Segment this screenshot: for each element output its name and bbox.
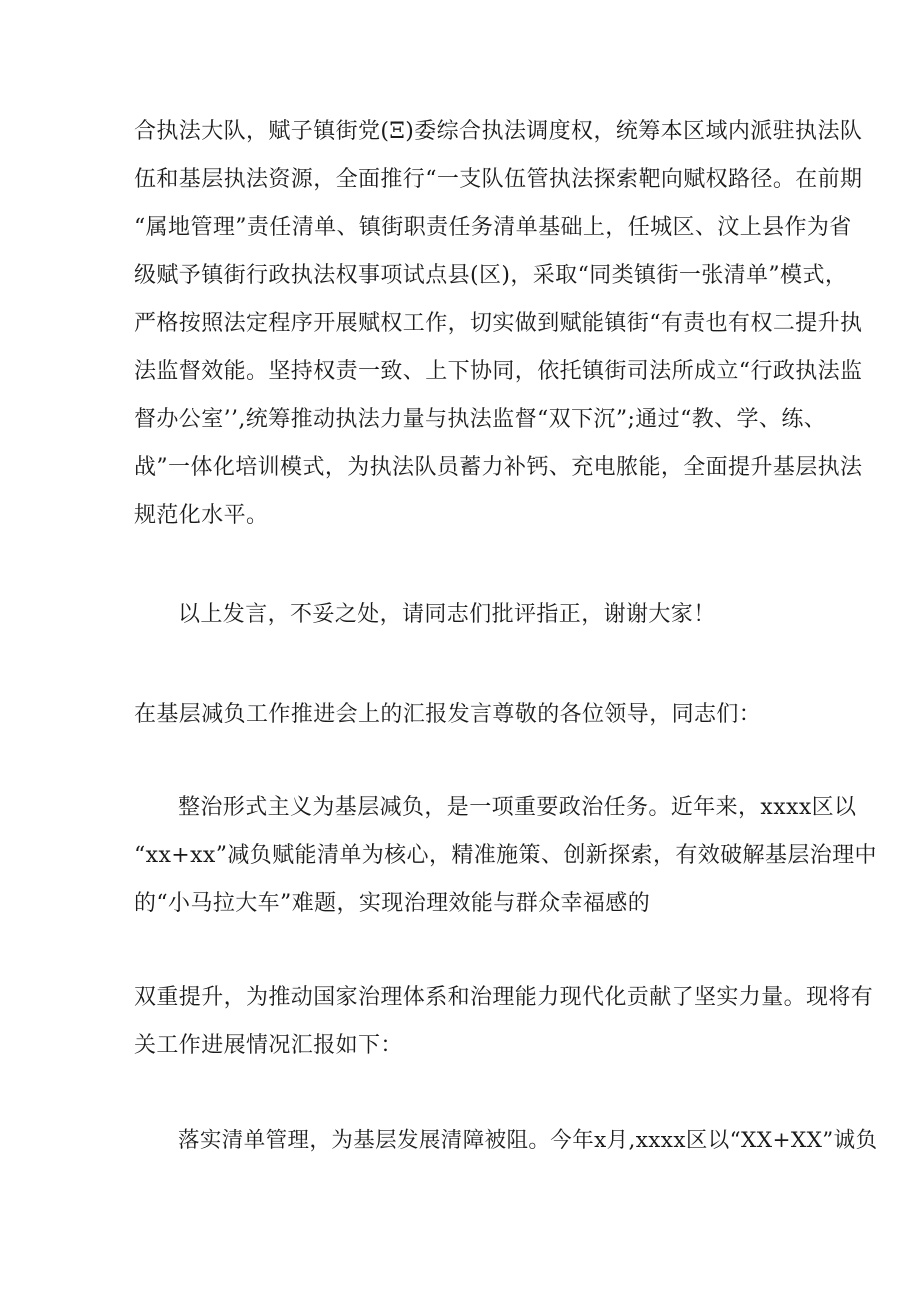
text-line: 督办公室’’,统筹推动执法力量与执法监督“双下沉”;通过“教、学、练、	[134, 407, 827, 432]
text-line: 规范化水平。	[134, 503, 269, 528]
text-line: 严格按照法定程序开展赋权工作，切实做到赋能镇街“有责也有权二提升执	[134, 311, 863, 336]
text-line: 整治形式主义为基层减负，是一项重要政治任务。近年来，xxxx区以	[178, 795, 857, 820]
text-line: 关工作进展情况汇报如下：	[134, 1033, 403, 1058]
text-line: 双重提升，为推动国家治理体系和治理能力现代化贡献了坚实力量。现将有	[134, 985, 874, 1010]
text-line: “xx+xx”减负赋能清单为核心，精准施策、创新探索，有效破解基层治理中	[134, 843, 877, 868]
text-line: 级赋予镇街行政执法权事项试点县(区)，采取“同类镇街一张清单”模式，	[134, 263, 848, 288]
text-line: 法监督效能。坚持权责一致、上下协同，依托镇街司法所成立“行政执法监	[134, 359, 863, 384]
text-line: 落实清单管理，为基层发展清障被阻。今年x月,xxxx区以“XX+XX”诚负	[178, 1128, 878, 1153]
speech-title: 在基层减负工作推进会上的汇报发言尊敬的各位领导，同志们：	[134, 702, 762, 727]
text-line: 伍和基层执法资源，全面推行“一支队伍管执法探索靶向赋权路径。在前期	[134, 167, 863, 192]
closing-remark: 以上发言，不妥之处，请同志们批评指正，谢谢大家！	[178, 602, 716, 627]
text-line: 的“小马拉大车”难题，实现治理效能与群众幸福感的	[134, 891, 651, 916]
text-line: 战”一体化培训模式，为执法队员蓄力补钙、充电脓能，全面提升基层执法	[134, 455, 863, 480]
text-line: “属地管理”责任清单、镇街职责任务清单基础上，任城区、汶上县作为省	[134, 215, 852, 240]
text-line: 合执法大队，赋子镇街党(Ξ)委综合执法调度权，统筹本区域内派驻执法队	[134, 119, 863, 144]
